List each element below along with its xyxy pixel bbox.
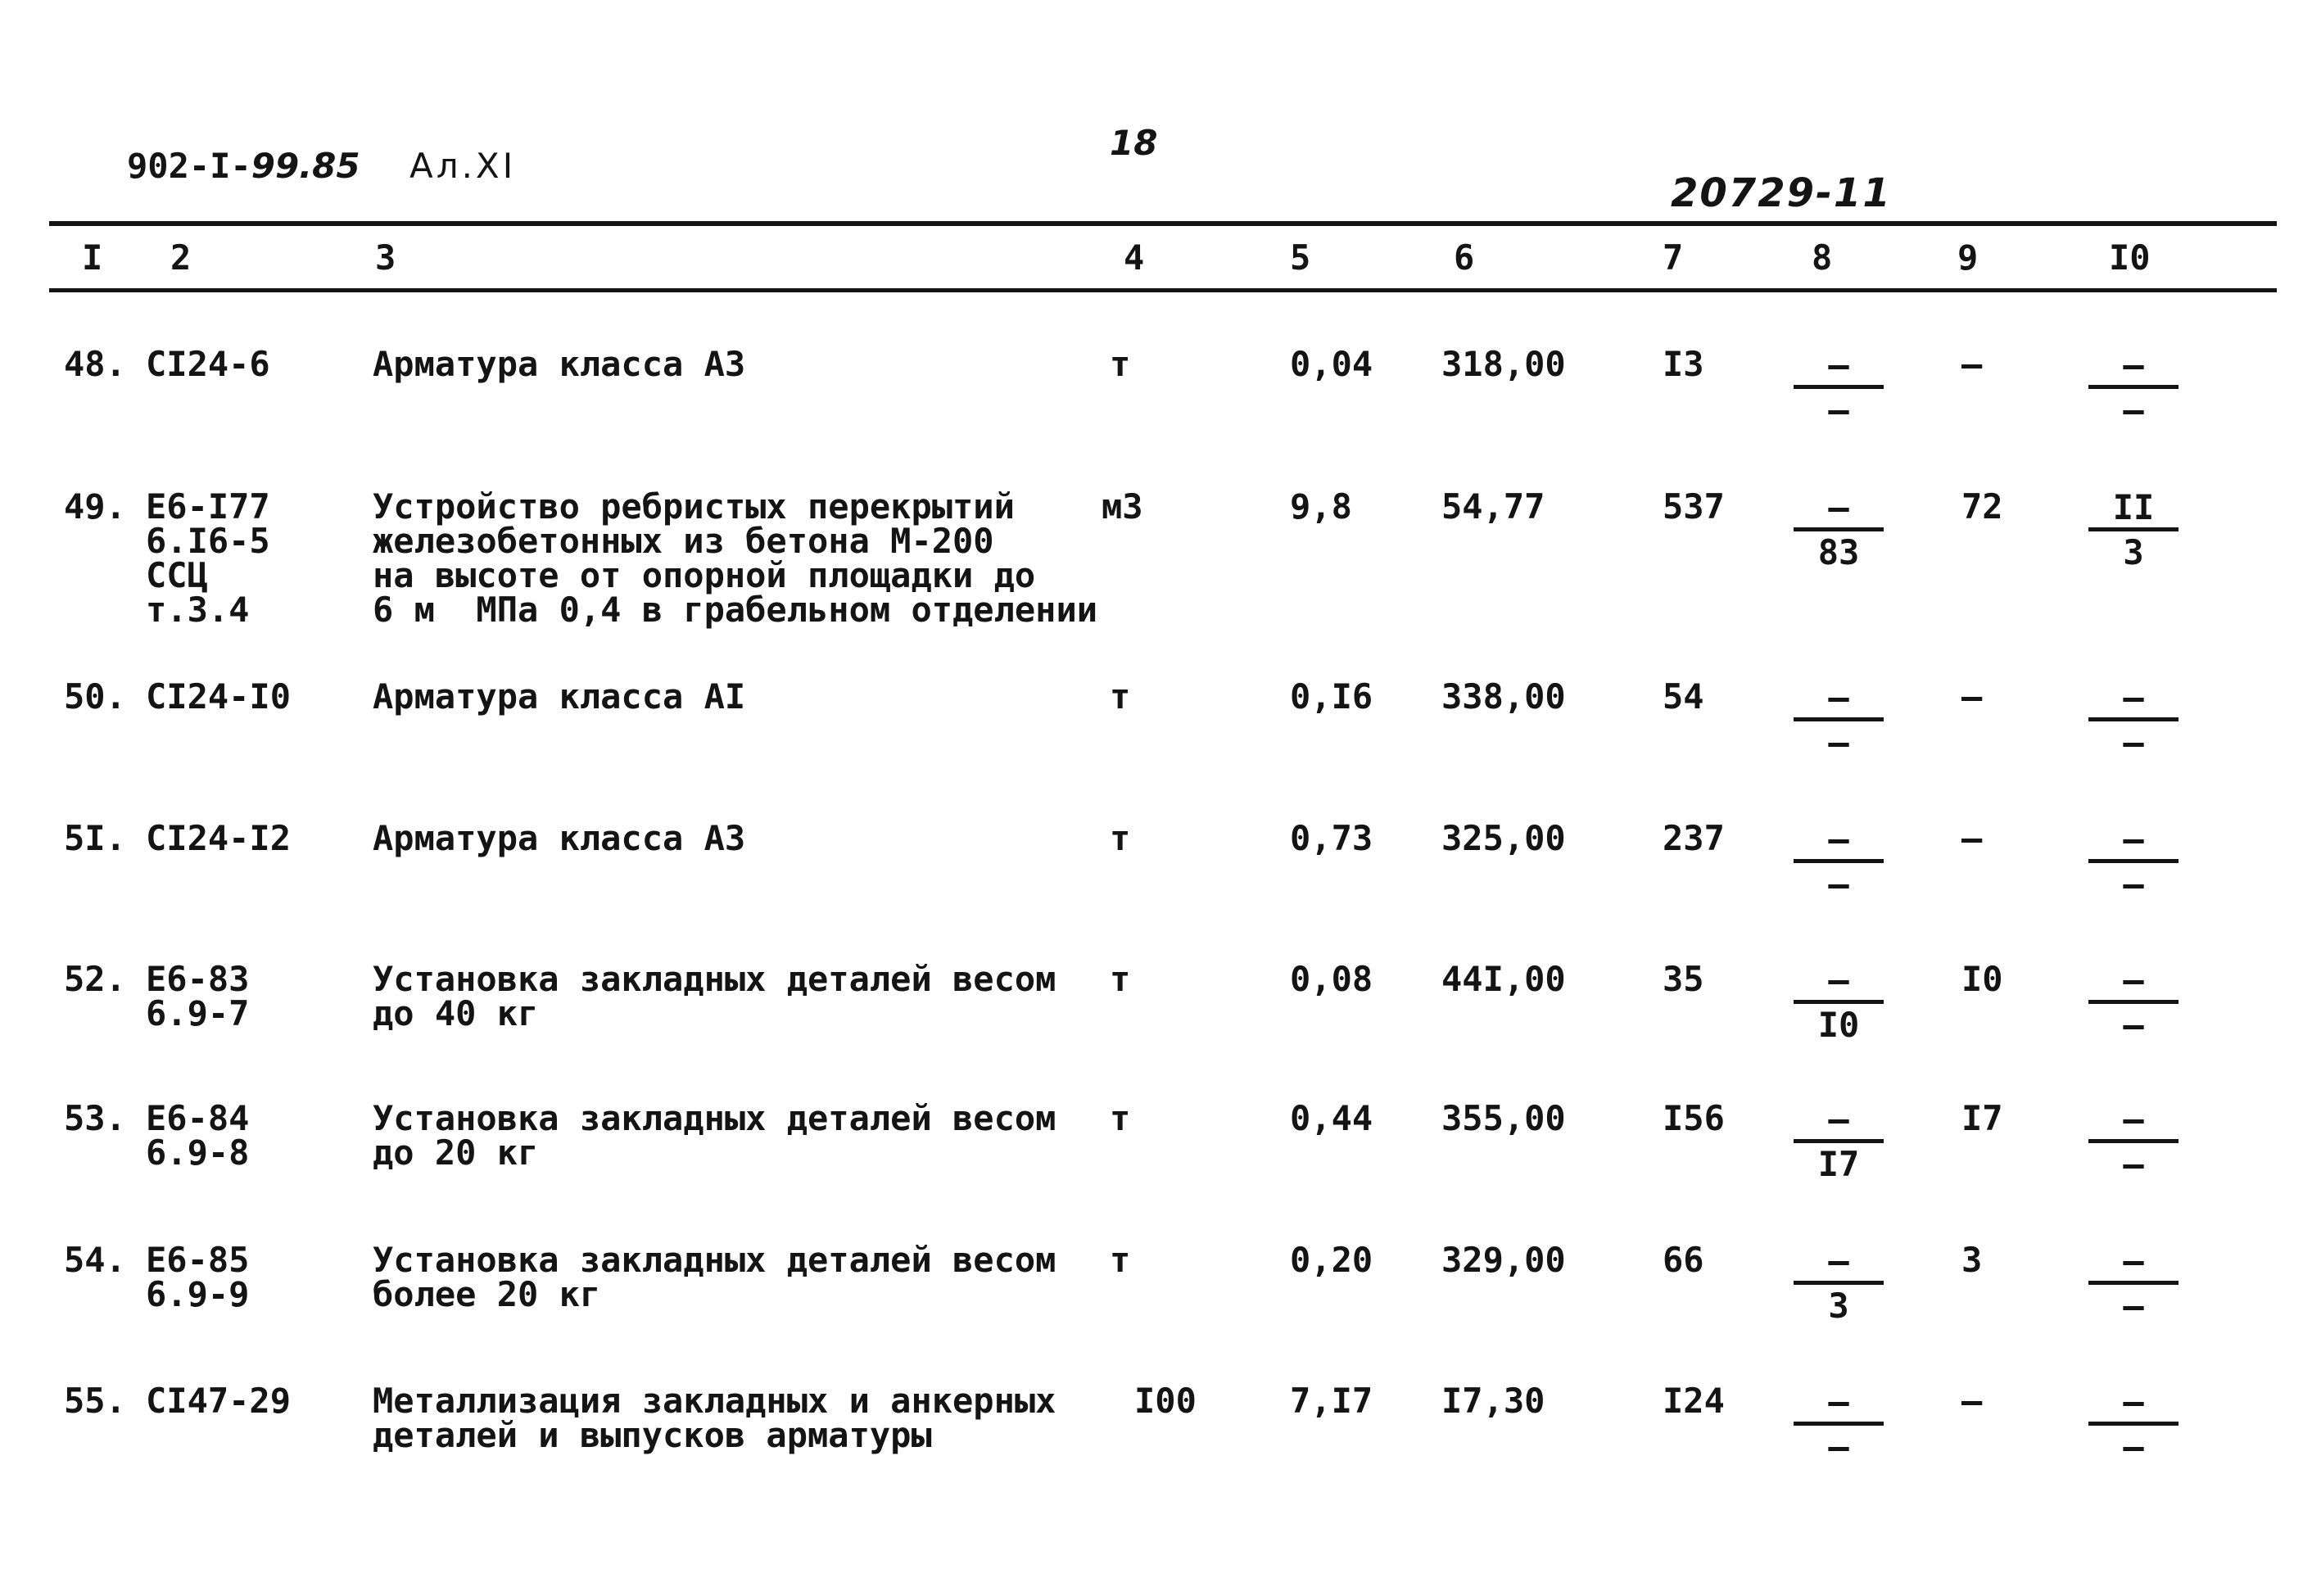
col9-value: 72 xyxy=(1961,486,2003,527)
total-cost: 54 xyxy=(1663,676,1704,717)
fraction-denominator: – xyxy=(2123,1005,2144,1045)
col8-fraction xyxy=(1794,487,1884,572)
total-cost: I56 xyxy=(1663,1098,1725,1138)
fraction-bar xyxy=(1794,527,1884,531)
rate-code: Е6-I77 6.I6-5 ССЦ т.3.4 xyxy=(146,486,270,630)
fraction-bar xyxy=(1794,717,1884,721)
col10-fraction xyxy=(2088,1381,2178,1467)
doc-code-printed: 902-I- xyxy=(127,146,251,186)
fraction-numerator: – xyxy=(1828,345,1849,385)
unit: т xyxy=(1110,344,1131,384)
fraction-bar xyxy=(1794,1281,1884,1285)
fraction-denominator: 3 xyxy=(2123,532,2144,572)
fraction-bar xyxy=(2088,1281,2178,1285)
fraction-denominator: 3 xyxy=(1828,1286,1849,1326)
fraction-numerator: – xyxy=(2123,1099,2144,1139)
fraction-denominator: – xyxy=(2123,864,2144,904)
col9-value: – xyxy=(1961,818,1983,858)
column-header-9: 9 xyxy=(1957,237,1979,278)
fraction-bar xyxy=(2088,1422,2178,1426)
total-cost: 537 xyxy=(1663,486,1725,527)
fraction-bar xyxy=(2088,1139,2178,1143)
col9-value: – xyxy=(1961,1381,1983,1421)
unit: I00 xyxy=(1134,1381,1197,1421)
fraction-numerator: – xyxy=(1828,1241,1849,1281)
fraction-denominator: – xyxy=(1828,864,1849,904)
column-header-5: 5 xyxy=(1290,237,1311,278)
column-header-1: I xyxy=(82,237,103,278)
col8-fraction xyxy=(1794,345,1884,430)
quantity: 0,73 xyxy=(1290,818,1373,858)
table-row xyxy=(0,1381,2321,1507)
unit-price: 355,00 xyxy=(1441,1098,1566,1138)
col8-fraction xyxy=(1794,819,1884,904)
total-cost: 237 xyxy=(1663,818,1725,858)
fraction-bar xyxy=(2088,717,2178,721)
quantity: 0,20 xyxy=(1290,1240,1373,1280)
unit: т xyxy=(1110,818,1131,858)
col10-fraction xyxy=(2088,487,2178,572)
fraction-numerator: – xyxy=(1828,960,1849,1000)
fraction-numerator: – xyxy=(1828,1381,1849,1422)
unit-price: 318,00 xyxy=(1441,344,1566,384)
col8-fraction xyxy=(1794,677,1884,762)
table-top-rule xyxy=(49,221,2277,226)
unit-price: I7,30 xyxy=(1441,1381,1545,1421)
col9-value: 3 xyxy=(1961,1240,1983,1280)
fraction-numerator: – xyxy=(2123,819,2144,859)
work-description: Арматура класса А3 xyxy=(373,344,746,384)
work-description: Установка закладных деталей весом до 40 кг xyxy=(373,959,1056,1033)
fraction-denominator: – xyxy=(2123,1426,2144,1467)
table-row xyxy=(0,959,2321,1085)
work-description: Установка закладных деталей весом до 20 кг xyxy=(373,1098,1056,1173)
col10-fraction xyxy=(2088,1099,2178,1184)
rate-code: Е6-83 6.9-7 xyxy=(146,959,250,1033)
column-header-2: 2 xyxy=(170,237,192,278)
col8-fraction xyxy=(1794,1381,1884,1467)
quantity: 0,04 xyxy=(1290,344,1373,384)
unit-price: 329,00 xyxy=(1441,1240,1566,1280)
work-description: Металлизация закладных и анкерных деталей и выпусков арматуры xyxy=(373,1381,1056,1455)
doc-code-handwritten: 99.85 xyxy=(251,146,360,186)
work-description: Арматура класса А3 xyxy=(373,818,746,858)
rate-code: Е6-85 6.9-9 xyxy=(146,1240,250,1314)
fraction-denominator: I0 xyxy=(1817,1005,1860,1045)
table-row xyxy=(0,344,2321,470)
row-number: 55. xyxy=(64,1381,126,1421)
fraction-denominator: – xyxy=(1828,1426,1849,1467)
total-cost: I24 xyxy=(1663,1381,1725,1421)
fraction-denominator: – xyxy=(2123,1144,2144,1184)
fraction-numerator: – xyxy=(2123,677,2144,717)
fraction-bar xyxy=(1794,1422,1884,1426)
col8-fraction xyxy=(1794,1099,1884,1184)
total-cost: 66 xyxy=(1663,1240,1704,1280)
header-bottom-rule xyxy=(49,288,2277,292)
sheet-reference: Ал.XI xyxy=(409,146,517,186)
col10-fraction xyxy=(2088,677,2178,762)
fraction-bar xyxy=(2088,527,2178,531)
quantity: 0,08 xyxy=(1290,959,1373,999)
row-number: 5I. xyxy=(64,818,126,858)
fraction-numerator: II xyxy=(2112,487,2155,527)
fraction-bar xyxy=(1794,859,1884,863)
unit: т xyxy=(1110,676,1131,717)
col9-value: I0 xyxy=(1961,959,2003,999)
col9-value: I7 xyxy=(1961,1098,2003,1138)
table-row xyxy=(0,486,2321,630)
fraction-numerator: – xyxy=(1828,487,1849,527)
column-header-8: 8 xyxy=(1812,237,1833,278)
col10-fraction xyxy=(2088,960,2178,1045)
fraction-denominator: – xyxy=(1828,390,1849,430)
fraction-bar xyxy=(2088,1000,2178,1004)
unit: т xyxy=(1110,1098,1131,1138)
quantity: 0,44 xyxy=(1290,1098,1373,1138)
fraction-bar xyxy=(2088,385,2178,389)
table-row xyxy=(0,1240,2321,1366)
unit: т xyxy=(1110,959,1131,999)
row-number: 49. xyxy=(64,486,126,527)
col8-fraction xyxy=(1794,960,1884,1045)
unit: т xyxy=(1110,1240,1131,1280)
row-number: 48. xyxy=(64,344,126,384)
work-description: Устройство ребристых перекрытий железобетонных из бетона М-200 на высоте от опорной площадки до 6 м МПа 0,4 в грабельном отделении xyxy=(373,486,1098,630)
rate-code: CI24-I2 xyxy=(146,818,292,858)
unit-price: 338,00 xyxy=(1441,676,1566,717)
fraction-denominator: – xyxy=(1828,722,1849,762)
rate-code: CI24-6 xyxy=(146,344,270,384)
fraction-denominator: – xyxy=(2123,722,2144,762)
fraction-numerator: – xyxy=(2123,1241,2144,1281)
col9-value: – xyxy=(1961,344,1983,384)
document-code xyxy=(127,146,360,186)
col10-fraction xyxy=(2088,1241,2178,1326)
fraction-numerator: – xyxy=(2123,960,2144,1000)
column-header-7: 7 xyxy=(1663,237,1684,278)
row-number: 54. xyxy=(64,1240,126,1280)
col10-fraction xyxy=(2088,819,2178,904)
fraction-bar xyxy=(1794,385,1884,389)
table-row xyxy=(0,1098,2321,1224)
fraction-numerator: – xyxy=(2123,1381,2144,1422)
fraction-numerator: – xyxy=(1828,1099,1849,1139)
column-header-10: I0 xyxy=(2109,237,2151,278)
unit-price: 44I,00 xyxy=(1441,959,1566,999)
total-cost: I3 xyxy=(1663,344,1704,384)
rate-code: CI24-I0 xyxy=(146,676,292,717)
quantity: 9,8 xyxy=(1290,486,1352,527)
unit: м3 xyxy=(1102,486,1143,527)
row-number: 52. xyxy=(64,959,126,999)
archive-number: 20729-11 xyxy=(1671,170,1892,216)
page-number: 18 xyxy=(1110,123,1158,163)
fraction-bar xyxy=(1794,1139,1884,1143)
rate-code: Е6-84 6.9-8 xyxy=(146,1098,250,1173)
column-header-3: 3 xyxy=(375,237,396,278)
work-description: Арматура класса АI xyxy=(373,676,746,717)
col8-fraction xyxy=(1794,1241,1884,1326)
total-cost: 35 xyxy=(1663,959,1704,999)
fraction-bar xyxy=(1794,1000,1884,1004)
fraction-numerator: – xyxy=(1828,819,1849,859)
fraction-denominator: 83 xyxy=(1817,532,1860,572)
table-row xyxy=(0,676,2321,803)
row-number: 50. xyxy=(64,676,126,717)
table-row xyxy=(0,818,2321,944)
fraction-denominator: – xyxy=(2123,390,2144,430)
work-description: Установка закладных деталей весом более 20 кг xyxy=(373,1240,1056,1314)
quantity: 0,I6 xyxy=(1290,676,1373,717)
fraction-denominator: I7 xyxy=(1817,1144,1860,1184)
col10-fraction xyxy=(2088,345,2178,430)
col9-value: – xyxy=(1961,676,1983,717)
quantity: 7,I7 xyxy=(1290,1381,1373,1421)
fraction-denominator: – xyxy=(2123,1286,2144,1326)
unit-price: 54,77 xyxy=(1441,486,1545,527)
fraction-bar xyxy=(2088,859,2178,863)
row-number: 53. xyxy=(64,1098,126,1138)
unit-price: 325,00 xyxy=(1441,818,1566,858)
column-header-4: 4 xyxy=(1124,237,1145,278)
column-header-6: 6 xyxy=(1454,237,1475,278)
fraction-numerator: – xyxy=(1828,677,1849,717)
fraction-numerator: – xyxy=(2123,345,2144,385)
rate-code: CI47-29 xyxy=(146,1381,292,1421)
